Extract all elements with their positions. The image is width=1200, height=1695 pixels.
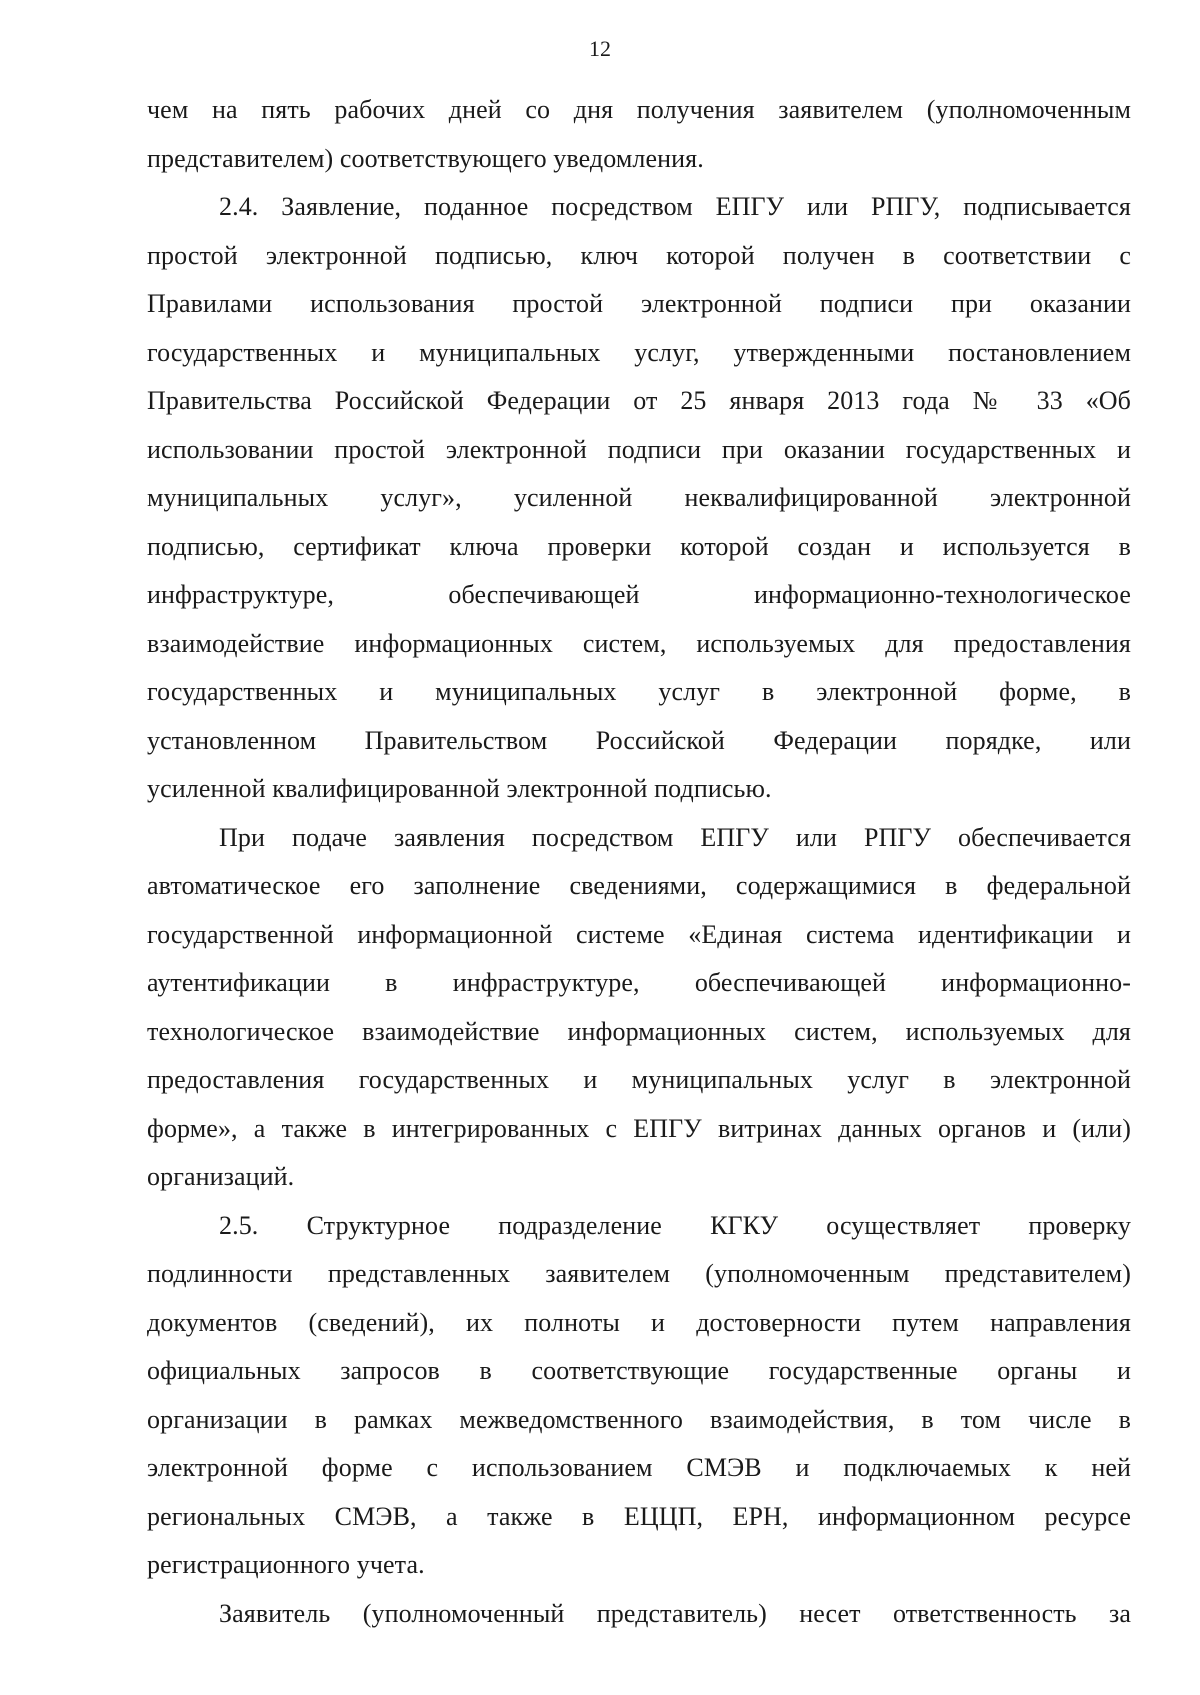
text-line: 2.4. Заявление, поданное посредством ЕПГУ или РПГУ, подписывается — [219, 192, 1131, 221]
text-line: усиленной квалифицированной электронной подписью. — [147, 774, 772, 803]
text-line: установленном Правительством Российской Федерации порядке, или — [147, 725, 1131, 755]
text-line: регистрационного учета. — [147, 1550, 425, 1579]
text-line: 2.5. Структурное подразделение КГКУ осуществляет проверку — [219, 1210, 1131, 1240]
text-line: инфраструктуре, обеспечивающей информационно-технологическое — [147, 580, 1131, 609]
text-line: государственных и муниципальных услуг в электронной форме, в — [147, 677, 1131, 706]
text-line: При подаче заявления посредством ЕПГУ или РПГУ обеспечивается — [219, 822, 1131, 852]
text-line: подлинности представленных заявителем (уполномоченным представителем) — [147, 1259, 1131, 1288]
text-line: муниципальных услуг», усиленной неквалифицированной электронной — [147, 483, 1131, 512]
text-line: электронной форме с использованием СМЭВ и подключаемых к ней — [147, 1453, 1131, 1482]
text-line: государственных и муниципальных услуг, утвержденными постановлением — [147, 337, 1131, 367]
text-line: Правительства Российской Федерации от 25 января 2013 года № 33 «Об — [147, 386, 1131, 415]
text-line: автоматическое его заполнение сведениями, содержащимися в федеральной — [147, 871, 1131, 900]
text-line: государственной информационной системе «Единая система идентификации и — [147, 919, 1131, 949]
text-line: документов (сведений), их полноты и достоверности путем направления — [147, 1307, 1131, 1337]
text-line: представителем) соответствующего уведомления. — [147, 143, 704, 173]
text-line: Правилами использования простой электронной подписи при оказании — [147, 289, 1131, 318]
document-body — [147, 86, 1131, 1638]
text-line: подписью, сертификат ключа проверки которой создан и используется в — [147, 531, 1131, 561]
text-line: технологическое взаимодействие информационных систем, используемых для — [147, 1016, 1131, 1046]
text-line: чем на пять рабочих дней со дня получения заявителем (уполномоченным — [147, 95, 1131, 124]
text-line: организации в рамках межведомственного взаимодействия, в том числе в — [147, 1404, 1131, 1434]
text-line: организаций. — [147, 1162, 295, 1191]
page-number: 12 — [589, 36, 611, 61]
text-line: региональных СМЭВ, а также в ЕЦЦП, ЕРН, информационном ресурсе — [147, 1501, 1131, 1531]
text-line: использовании простой электронной подписи при оказании государственных и — [147, 434, 1131, 464]
text-line: взаимодействие информационных систем, используемых для предоставления — [147, 628, 1131, 658]
text-line: Заявитель (уполномоченный представитель) несет ответственность за — [219, 1598, 1131, 1628]
text-line: предоставления государственных и муниципальных услуг в электронной — [147, 1065, 1131, 1094]
text-line: аутентификации в инфраструктуре, обеспечивающей информационно- — [147, 968, 1131, 997]
text-line: официальных запросов в соответствующие государственные органы и — [147, 1356, 1131, 1385]
text-line: простой электронной подписью, ключ которой получен в соответствии с — [147, 240, 1131, 270]
text-line: форме», а также в интегрированных с ЕПГУ витринах данных органов и (или) — [147, 1113, 1131, 1143]
